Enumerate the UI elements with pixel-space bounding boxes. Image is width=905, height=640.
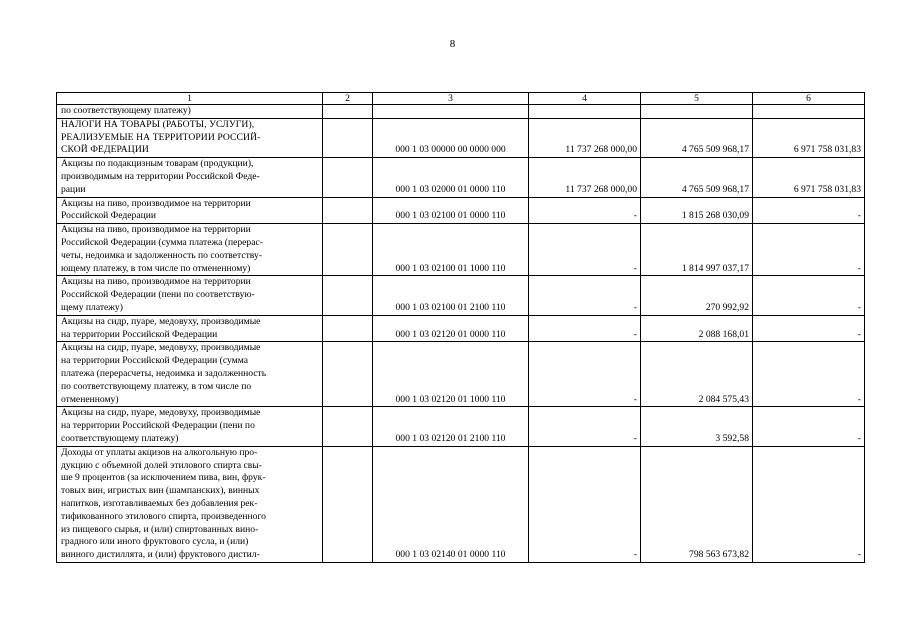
- row-remaining: -: [753, 407, 865, 446]
- row-approved: -: [529, 276, 641, 315]
- column-number: 6: [753, 93, 865, 105]
- row-name: Акцизы на сидр, пуаре, медовуху, производимые на территории Российской Федерации: [57, 315, 323, 342]
- column-number: 4: [529, 93, 641, 105]
- row-executed: 2 084 575,43: [641, 342, 753, 407]
- row-code: 000 1 03 02000 01 0000 110: [373, 158, 529, 197]
- column-number: 2: [323, 93, 373, 105]
- row-approved: 11 737 268 000,00: [529, 158, 641, 197]
- row-executed: 4 765 509 968,17: [641, 118, 753, 157]
- row-executed: 4 765 509 968,17: [641, 158, 753, 197]
- row-remaining: 6 971 758 031,83: [753, 118, 865, 157]
- row-code: [373, 105, 529, 119]
- row-col2: [323, 224, 373, 276]
- row-remaining: [753, 105, 865, 119]
- row-approved: [529, 105, 641, 119]
- row-remaining: -: [753, 276, 865, 315]
- row-code: 000 1 03 00000 00 0000 000: [373, 118, 529, 157]
- row-remaining: -: [753, 342, 865, 407]
- row-col2: [323, 158, 373, 197]
- row-remaining: -: [753, 197, 865, 224]
- row-name: Акцизы по подакцизным товарам (продукции), производимым на территории Российской Феде- рации: [57, 158, 323, 197]
- row-col2: [323, 197, 373, 224]
- table-row: [57, 224, 865, 276]
- row-approved: -: [529, 342, 641, 407]
- row-name: Акцизы на пиво, производимое на территории Российской Федерации: [57, 197, 323, 224]
- row-name: Акцизы на сидр, пуаре, медовуху, производимые на территории Российской Федерации (пени по соответствующему платежу): [57, 407, 323, 446]
- table-row: [57, 342, 865, 407]
- table-row: [57, 276, 865, 315]
- row-executed: 1 815 268 030,09: [641, 197, 753, 224]
- row-name: НАЛОГИ НА ТОВАРЫ (РАБОТЫ, УСЛУГИ), РЕАЛИЗУЕМЫЕ НА ТЕРРИТОРИИ РОССИЙ- СКОЙ ФЕДЕРАЦИИ: [57, 118, 323, 157]
- row-executed: 798 563 673,82: [641, 446, 753, 562]
- row-code: 000 1 03 02140 01 0000 110: [373, 446, 529, 562]
- row-approved: -: [529, 446, 641, 562]
- table-row: [57, 446, 865, 562]
- row-approved: -: [529, 407, 641, 446]
- column-number: 5: [641, 93, 753, 105]
- row-code: 000 1 03 02100 01 0000 110: [373, 197, 529, 224]
- row-remaining: -: [753, 446, 865, 562]
- column-number: 1: [57, 93, 323, 105]
- row-remaining: 6 971 758 031,83: [753, 158, 865, 197]
- row-remaining: -: [753, 315, 865, 342]
- row-code: 000 1 03 02120 01 0000 110: [373, 315, 529, 342]
- table-row: [57, 105, 865, 119]
- column-number: 3: [373, 93, 529, 105]
- table-row: [57, 197, 865, 224]
- row-remaining: -: [753, 224, 865, 276]
- table-row: [57, 118, 865, 157]
- table-row: [57, 315, 865, 342]
- row-col2: [323, 105, 373, 119]
- row-name: Акцизы на пиво, производимое на территории Российской Федерации (сумма платежа (перерас- четы, недоимка и задолженность по соответству- ющему платежу, в том числе по отмененному): [57, 224, 323, 276]
- row-name: Акцизы на пиво, производимое на территории Российской Федерации (пени по соответствую- щему платежу): [57, 276, 323, 315]
- row-executed: [641, 105, 753, 119]
- row-col2: [323, 315, 373, 342]
- row-executed: 3 592,58: [641, 407, 753, 446]
- table-row: [57, 407, 865, 446]
- row-col2: [323, 342, 373, 407]
- table-row: [57, 158, 865, 197]
- row-col2: [323, 118, 373, 157]
- row-approved: -: [529, 315, 641, 342]
- page-number: 8: [449, 38, 456, 50]
- table-body: [57, 93, 865, 563]
- row-approved: 11 737 268 000,00: [529, 118, 641, 157]
- row-code: 000 1 03 02120 01 1000 110: [373, 342, 529, 407]
- row-name: Доходы от уплаты акцизов на алкогольную про- дукцию с объемной долей этилового спирта свы- ше 9 процентов (за исключением пива, вин, фрук- товых вин, игристых вин (шампанских), винных напитков, изготавливаемых без добавления рек- тификованного этилового спирта, произведенного из пищевого сырья, и (или) спиртованных вино- градного или иного фруктового сусла, и (или) винного дистиллята, и (или) фруктового дистил-: [57, 446, 323, 562]
- row-executed: 2 088 168,01: [641, 315, 753, 342]
- row-code: 000 1 03 02100 01 2100 110: [373, 276, 529, 315]
- budget-table: [56, 92, 865, 563]
- row-approved: -: [529, 197, 641, 224]
- row-executed: 1 814 997 037,17: [641, 224, 753, 276]
- row-name: Акцизы на сидр, пуаре, медовуху, производимые на территории Российской Федерации (сумма платежа (перерасчеты, недоимка и задолженность по соответствующему платежу, в том числе по отмененному): [57, 342, 323, 407]
- row-approved: -: [529, 224, 641, 276]
- row-col2: [323, 446, 373, 562]
- row-executed: 270 992,92: [641, 276, 753, 315]
- column-number-row: [57, 93, 865, 105]
- row-col2: [323, 407, 373, 446]
- row-col2: [323, 276, 373, 315]
- row-name: по соответствующему платежу): [57, 105, 323, 119]
- row-code: 000 1 03 02120 01 2100 110: [373, 407, 529, 446]
- row-code: 000 1 03 02100 01 1000 110: [373, 224, 529, 276]
